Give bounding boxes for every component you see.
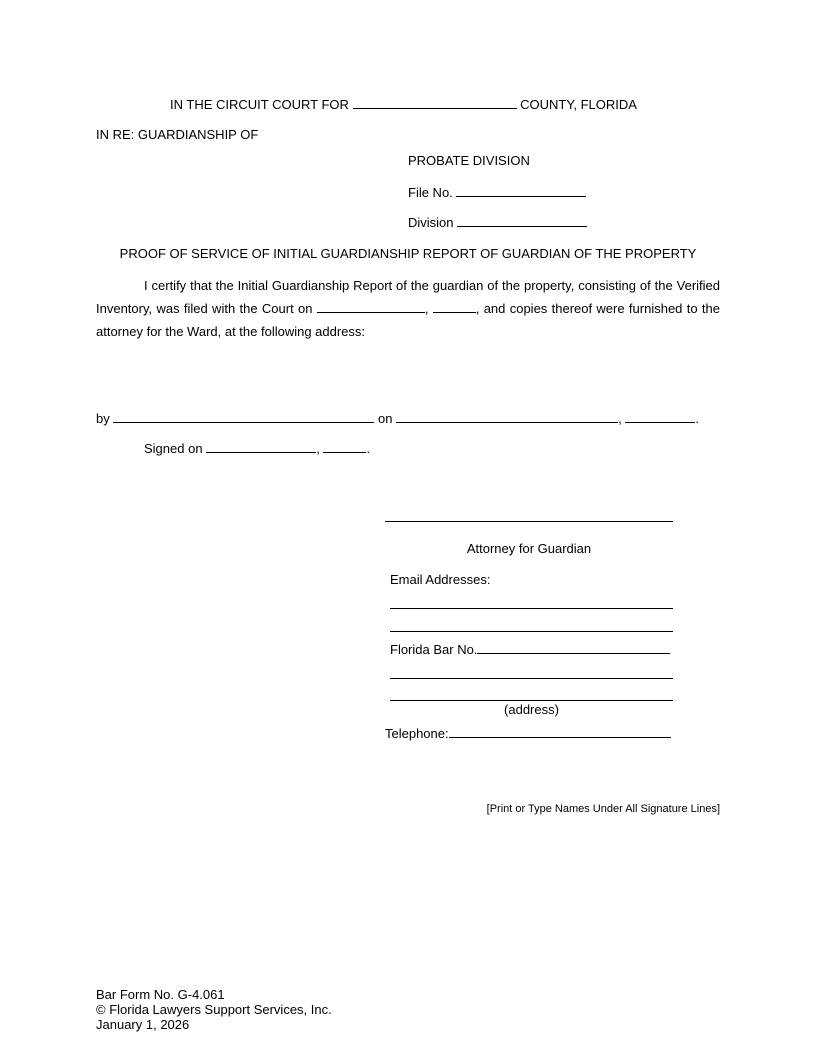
county-blank[interactable] — [353, 96, 517, 109]
telephone-label: Telephone: — [385, 726, 449, 741]
copyright: © Florida Lawyers Support Services, Inc. — [96, 1002, 332, 1017]
on-year-blank[interactable] — [625, 410, 695, 423]
signed-comma: , — [316, 441, 320, 456]
telephone-blank[interactable] — [449, 725, 671, 738]
bar-no-blank[interactable] — [477, 641, 670, 654]
email-line-2[interactable] — [390, 631, 673, 632]
file-no-blank[interactable] — [456, 184, 586, 197]
division-label: Division — [408, 215, 454, 230]
telephone-line — [385, 725, 671, 742]
by-blank[interactable] — [113, 410, 374, 423]
form-date: January 1, 2026 — [96, 1017, 190, 1032]
probate-division: PROBATE DIVISION — [408, 153, 530, 168]
court-prefix: IN THE CIRCUIT COURT FOR — [170, 97, 349, 112]
division-line — [408, 214, 587, 231]
by-on-line — [96, 410, 699, 427]
signature-line[interactable] — [385, 521, 673, 522]
address-line-1[interactable] — [390, 678, 673, 679]
signed-date-blank[interactable] — [206, 440, 316, 453]
on-date-blank[interactable] — [396, 410, 618, 423]
para-part2: , and copies thereof were furnished to the attorney for the Ward, at the following address: — [96, 301, 720, 339]
division-blank[interactable] — [457, 214, 587, 227]
document-title: PROOF OF SERVICE OF INITIAL GUARDIANSHIP REPORT OF GUARDIAN OF THE PROPERTY — [119, 246, 697, 261]
bar-no-label: Florida Bar No. — [390, 642, 478, 657]
para-part1: I certify that the Initial Guardianship Report of the guardian of the property, consisting of the Verified Inventory, was filed with the Court on — [96, 278, 720, 316]
on-label: on — [377, 411, 393, 426]
signed-label: Signed on — [144, 441, 203, 456]
form-number: Bar Form No. G-4.061 — [96, 987, 225, 1002]
by-label: by — [96, 411, 110, 426]
signed-year-blank[interactable] — [323, 440, 366, 453]
on-period: . — [695, 411, 699, 426]
address-line-2[interactable] — [390, 700, 673, 701]
in-re-line: IN RE: GUARDIANSHIP OF — [96, 127, 259, 142]
attorney-role: Attorney for Guardian — [466, 541, 592, 556]
signed-period: . — [366, 441, 371, 456]
on-comma: , — [618, 411, 622, 426]
file-no-line — [408, 184, 586, 201]
address-label: (address) — [504, 702, 559, 717]
court-suffix: COUNTY, FLORIDA — [520, 97, 637, 112]
file-no-label: File No. — [408, 185, 453, 200]
certification-paragraph — [96, 274, 720, 343]
filed-date-blank[interactable] — [317, 300, 425, 313]
signed-on-line — [144, 440, 370, 457]
court-line — [170, 96, 637, 113]
email-label: Email Addresses: — [390, 572, 491, 587]
email-line-1[interactable] — [390, 608, 673, 609]
para-comma: , — [424, 301, 429, 316]
filed-year-blank[interactable] — [433, 300, 476, 313]
signature-note: [Print or Type Names Under All Signature Lines] — [486, 803, 720, 815]
bar-no-line — [390, 641, 670, 658]
